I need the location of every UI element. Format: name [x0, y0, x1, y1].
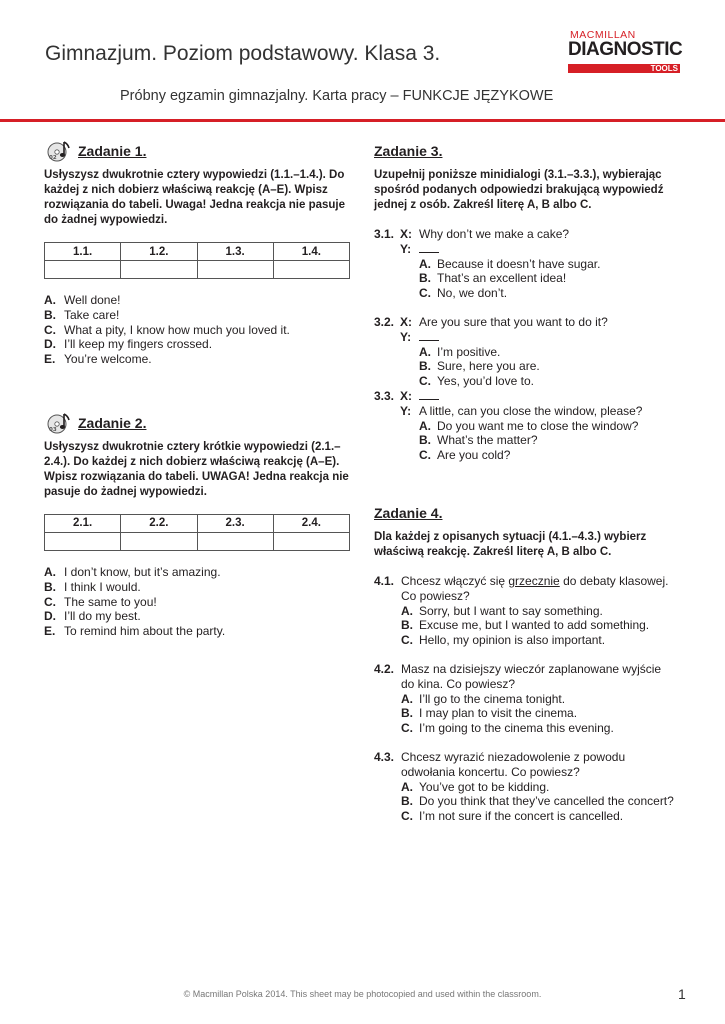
answer-cell[interactable]: [121, 261, 197, 279]
option-letter[interactable]: B.: [419, 271, 431, 286]
option-letter: B.: [44, 579, 56, 594]
answer-cell[interactable]: [121, 532, 197, 550]
option-text: I’m positive.: [437, 344, 501, 359]
task-2-options: [44, 565, 350, 639]
option-item: [374, 374, 684, 389]
answer-cell[interactable]: [45, 532, 121, 550]
task-1-instruction: Usłyszysz dwukrotnie cztery wypowiedzi (1.1.–1.4.). Do każdej z nich dobierz właściwą reakcję (A–E). Wpisz rozwiązania do tabeli. Uwaga! Jedna reakcja nie pasuje do żadnej wypowiedzi.: [44, 169, 346, 226]
cd-track-number: 03: [49, 426, 57, 433]
left-column: [44, 140, 350, 639]
option-letter[interactable]: B.: [401, 618, 413, 633]
option-text: You’re welcome.: [64, 352, 152, 367]
answer-cell[interactable]: [197, 532, 273, 550]
item-number: 3.1.: [374, 227, 395, 241]
option-text: Are you cold?: [437, 448, 511, 463]
option-text: I don’t know, but it’s amazing.: [64, 564, 221, 579]
task-2-instruction: Usłyszysz dwukrotnie cztery krótkie wypowiedzi (2.1.–2.4.). Do każdej z nich dobierz właściwą reakcję (A–E). Wpisz rozwiązania do tabeli. UWAGA! Jedna reakcja nie pasuje do żadnej wypowiedzi.: [44, 440, 349, 498]
dialogue-text: Why don’t we make a cake?: [419, 227, 570, 241]
option-item: [374, 706, 684, 721]
dialogue-line-x: [374, 315, 684, 330]
option-text: Excuse me, but I wanted to add something.: [419, 618, 650, 633]
option-letter: C.: [44, 322, 56, 337]
option-letter: C.: [44, 594, 56, 609]
option-text: Sure, here you are.: [437, 359, 540, 374]
option-item: [374, 604, 684, 619]
answer-header: 1.3.: [197, 243, 273, 261]
option-item: [374, 794, 684, 809]
dialogue-3-2: [374, 315, 684, 389]
task-1-answer-table: [44, 242, 350, 279]
page-title: Gimnazjum. Poziom podstawowy. Klasa 3.: [45, 42, 441, 65]
option-item: [44, 624, 350, 639]
option-text: I may plan to visit the cinema.: [419, 706, 578, 721]
option-text: Sorry, but I want to say something.: [419, 603, 603, 618]
answer-header: 2.4.: [273, 514, 349, 532]
dialogue-line-x: [374, 227, 684, 242]
logo-main-text: DIAGNOSTIC: [568, 39, 683, 60]
option-item: [44, 580, 350, 595]
option-letter[interactable]: A.: [401, 691, 413, 706]
item-number: 3.3.: [374, 388, 395, 403]
task-4-heading: Zadanie 4.: [374, 504, 443, 521]
situation-4-1: [374, 574, 684, 648]
option-item: [44, 595, 350, 610]
answer-header: 2.1.: [45, 514, 121, 532]
option-letter[interactable]: B.: [419, 359, 431, 374]
answer-header: 1.1.: [45, 243, 121, 261]
option-item: [44, 352, 350, 367]
option-letter[interactable]: B.: [401, 794, 413, 809]
item-number: 4.1.: [374, 573, 395, 588]
dialogue-text: A little, can you close the window, please?: [419, 403, 643, 418]
situation-text: do kina. Co powiesz?: [401, 676, 516, 691]
option-text: That’s an excellent idea!: [437, 271, 567, 286]
situation-4-3: [374, 750, 684, 824]
right-column: [374, 140, 684, 824]
option-letter: D.: [44, 337, 56, 352]
speaker-label: Y:: [400, 403, 412, 418]
option-letter[interactable]: B.: [419, 433, 431, 448]
speaker-label: Y:: [400, 329, 412, 344]
option-letter[interactable]: A.: [419, 418, 431, 433]
task-2-title: Zadanie 2.: [78, 414, 147, 431]
option-letter[interactable]: C.: [419, 374, 431, 389]
option-letter[interactable]: C.: [401, 809, 413, 824]
option-item: [374, 271, 684, 286]
situation-line: [374, 574, 684, 589]
dialogue-3-1: [374, 227, 684, 301]
option-item: [374, 633, 684, 648]
option-letter[interactable]: A.: [419, 344, 431, 359]
option-item: [374, 721, 684, 736]
option-letter: E.: [44, 624, 56, 639]
option-item: [374, 345, 684, 360]
option-text: I’m going to the cinema this evening.: [419, 721, 614, 736]
situation-text: [374, 574, 684, 589]
answer-cell[interactable]: [273, 261, 349, 279]
situation-text-part: Chcesz włączyć się: [401, 573, 509, 588]
dialogue-text: Are you sure that you want to do it?: [419, 314, 608, 329]
option-text: Because it doesn’t have sugar.: [437, 256, 601, 271]
situation-line: [374, 750, 684, 765]
option-item: [374, 780, 684, 795]
option-text: What’s the matter?: [437, 433, 538, 448]
option-item: [374, 359, 684, 374]
option-text: Well done!: [64, 293, 121, 307]
situation-text: Co powiesz?: [401, 588, 470, 603]
answer-cell[interactable]: [273, 532, 349, 550]
option-letter[interactable]: C.: [419, 448, 431, 463]
option-text: What a pity, I know how much you loved it.: [64, 322, 290, 337]
item-number: 4.3.: [374, 749, 395, 764]
task-1-options: [44, 293, 350, 367]
speaker-label: X:: [400, 227, 412, 241]
answer-cell[interactable]: [197, 261, 273, 279]
logo-publisher: MACMILLAN: [570, 29, 636, 41]
situation-text-part: do debaty klasowej.: [559, 573, 669, 588]
option-letter[interactable]: A.: [401, 779, 413, 794]
option-text: No, we don’t.: [437, 286, 508, 301]
option-letter: E.: [44, 352, 56, 367]
task-3: [374, 140, 684, 463]
option-text: You’ve got to be kidding.: [419, 779, 550, 794]
answer-blank[interactable]: [419, 330, 439, 341]
situation-text: Chcesz wyrazić niezadowolenie z powodu: [401, 749, 626, 764]
speaker-label: X:: [400, 388, 412, 403]
option-letter[interactable]: A.: [419, 256, 431, 271]
situation-text: Masz na dzisiejszy wieczór zaplanowane wyjście: [401, 661, 662, 676]
option-text: Do you think that they’ve cancelled the concert?: [419, 794, 674, 809]
answer-blank[interactable]: [419, 242, 439, 253]
option-item: [374, 257, 684, 272]
item-number: 4.2.: [374, 661, 395, 676]
logo-sub-text: TOOLS: [650, 64, 678, 73]
option-letter[interactable]: B.: [401, 706, 413, 721]
task-2-heading: [44, 412, 350, 434]
option-item: [44, 565, 350, 580]
speaker-label: Y:: [400, 241, 412, 256]
option-item: [374, 286, 684, 301]
option-item: [374, 809, 684, 824]
option-letter: D.: [44, 609, 56, 624]
situation-line: [374, 662, 684, 677]
option-text: Do you want me to close the window?: [437, 418, 639, 433]
answer-cell[interactable]: [45, 261, 121, 279]
situation-text: odwołania koncertu. Co powiesz?: [401, 764, 580, 779]
macmillan-diagnostic-logo: [568, 29, 684, 77]
option-letter[interactable]: C.: [419, 286, 431, 301]
item-number: 3.2.: [374, 314, 395, 329]
task-4-instruction: Dla każdej z opisanych sytuacji (4.1.–4.3.) wybierz właściwą reakcję. Zakreśl literę A, B albo C.: [374, 530, 647, 558]
option-item: [44, 609, 350, 624]
dialogue-line-y: [374, 242, 684, 257]
option-item: [374, 433, 684, 448]
option-letter: A.: [44, 293, 56, 307]
option-text: To remind him about the party.: [64, 624, 226, 639]
task-2-answer-table: [44, 514, 350, 551]
dialogue-3-3: [374, 389, 684, 463]
situation-4-2: [374, 662, 684, 736]
dialogue-line-y: [374, 404, 684, 419]
option-text: I’m not sure if the concert is cancelled.: [419, 809, 624, 824]
keyword: grzecznie: [508, 573, 560, 588]
option-letter[interactable]: A.: [401, 603, 413, 618]
task-4: [374, 502, 684, 824]
task-2: [44, 412, 350, 639]
option-item: [44, 323, 350, 338]
header-divider: [0, 119, 725, 122]
answer-header: 1.4.: [273, 243, 349, 261]
dialogue-line-x: [374, 389, 684, 404]
option-text: I’ll keep my fingers crossed.: [64, 337, 213, 352]
option-item: [374, 692, 684, 707]
task-1-title: Zadanie 1.: [78, 143, 147, 159]
audio-cd-icon: [46, 140, 72, 162]
option-text: The same to you!: [64, 594, 157, 609]
option-text: I’ll do my best.: [64, 609, 141, 624]
task-3-heading: Zadanie 3.: [374, 143, 443, 159]
audio-cd-icon: [46, 412, 72, 434]
page-number: 1: [678, 986, 686, 1002]
task-1-heading: [44, 140, 350, 162]
option-text: I think I would.: [64, 579, 141, 594]
option-item: [374, 419, 684, 434]
answer-header: 1.2.: [121, 243, 197, 261]
option-text: Take care!: [64, 307, 120, 322]
option-letter: A.: [44, 564, 56, 579]
answer-header: 2.3.: [197, 514, 273, 532]
option-item: [44, 337, 350, 352]
cd-track-number: 02: [49, 155, 57, 161]
option-letter[interactable]: C.: [401, 633, 413, 648]
option-item: [374, 448, 684, 463]
option-item: [44, 293, 350, 308]
speaker-label: X:: [400, 314, 412, 329]
answer-blank[interactable]: [419, 389, 439, 400]
option-item: [374, 618, 684, 633]
task-3-instruction: Uzupełnij poniższe minidialogi (3.1.–3.3.), wybierając spośród podanych odpowiedzi brakującą wypowiedź jednej z osób. Zakreśl literę A, B albo C.: [374, 169, 664, 211]
option-text: Yes, you’d love to.: [437, 374, 534, 389]
copyright-footer: © Macmillan Polska 2014. This sheet may be photocopied and used within the classroom.: [183, 989, 542, 999]
answer-header: 2.2.: [121, 514, 197, 532]
option-letter[interactable]: C.: [401, 721, 413, 736]
option-text: I’ll go to the cinema tonight.: [419, 691, 566, 706]
task-1: [44, 140, 350, 367]
option-letter: B.: [44, 307, 56, 322]
dialogue-line-y: [374, 330, 684, 345]
option-text: Hello, my opinion is also important.: [419, 633, 606, 648]
option-item: [44, 308, 350, 323]
page-subtitle: Próbny egzamin gimnazjalny. Karta pracy – FUNKCJE JĘZYKOWE: [120, 88, 554, 104]
